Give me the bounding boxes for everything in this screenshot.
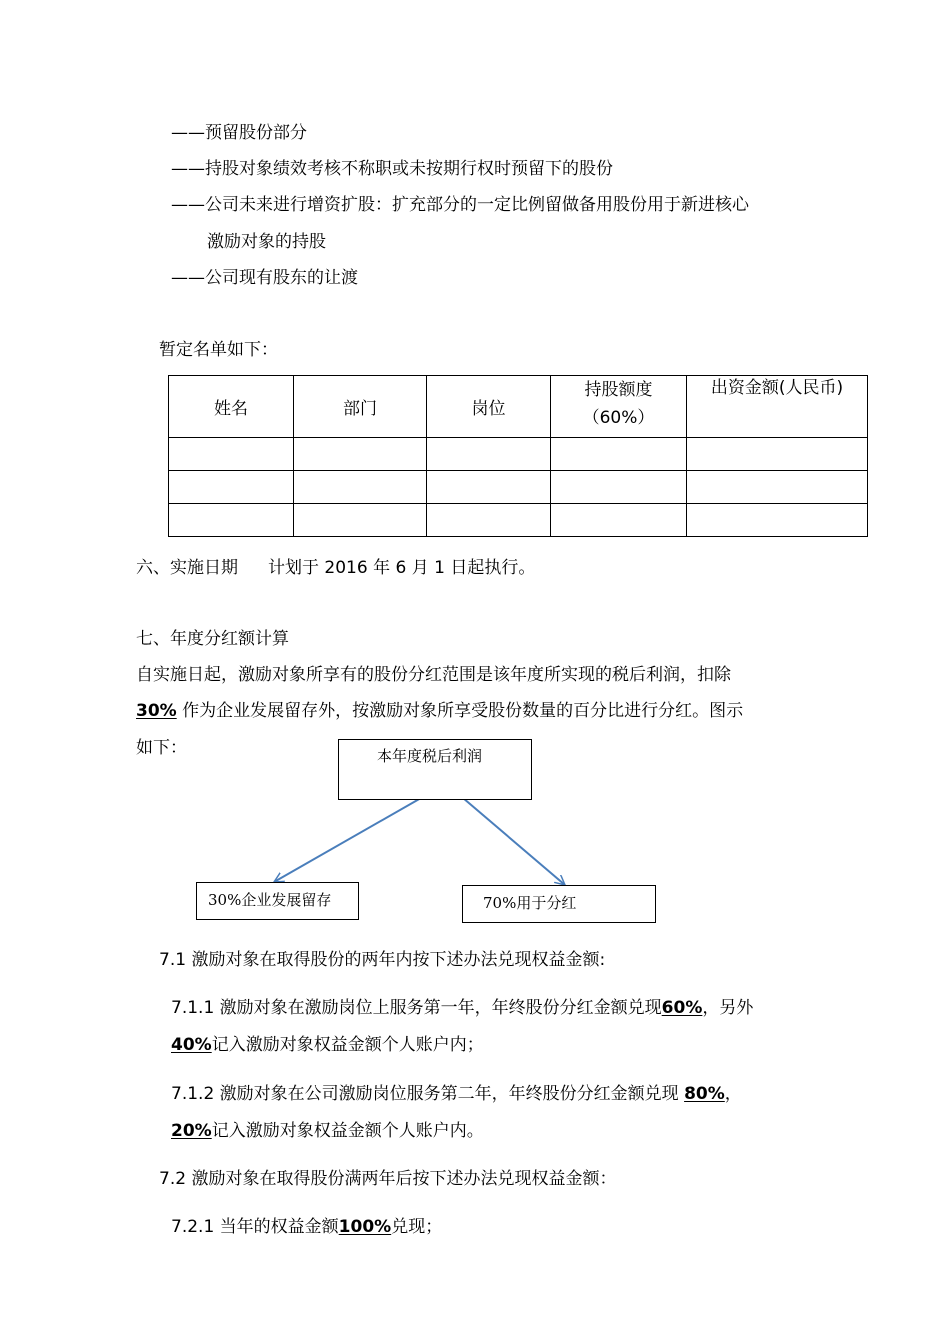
pct-80: 80% xyxy=(684,1084,725,1104)
section7-title: 七、年度分红额计算 xyxy=(136,629,289,649)
reserve-item-continued: 激励对象的持股 xyxy=(207,232,326,252)
s72-title: 7.2 激励对象在取得股份满两年后按下述办法兑现权益金额： xyxy=(159,1169,617,1189)
pct-30: 30% xyxy=(136,701,177,721)
header-share-line1: 持股额度 xyxy=(584,380,653,400)
header-share-line2: （60%） xyxy=(582,408,655,428)
s71-title: 7.1 激励对象在取得股份的两年内按下述办法兑现权益金额: xyxy=(159,950,606,970)
s711-line2 xyxy=(171,1034,484,1056)
diagram-profit-label: 本年度税后利润 xyxy=(377,747,483,765)
s712-line1 xyxy=(171,1083,742,1105)
header-post: 岗位 xyxy=(427,376,551,438)
pct-100: 100% xyxy=(338,1217,392,1237)
pct-60: 60% xyxy=(661,998,703,1018)
s712-line2 xyxy=(171,1120,484,1142)
header-amount: 出资金额(人民币) xyxy=(687,376,868,438)
reserve-item: ——预留股份部分 xyxy=(171,123,307,143)
section6-text: 计划于 2016 年 6 月 1 日起执行。 xyxy=(268,558,536,578)
reserve-item: ——持股对象绩效考核不称职或未按期行权时预留下的股份 xyxy=(171,159,613,179)
s712-text: 7.1.2 激励对象在公司激励岗位服务第二年，年终股份分红金额兑现 xyxy=(171,1084,679,1104)
pct-40: 40% xyxy=(171,1035,212,1055)
s721-post: 兑现； xyxy=(391,1217,443,1237)
diagram-box-retain xyxy=(196,882,359,920)
s721-text: 7.2.1 当年的权益金额 xyxy=(171,1217,339,1237)
s712-post: 记入激励对象权益金额个人账户内。 xyxy=(211,1121,484,1141)
reserve-item: ——公司未来进行增资扩股：扩充部分的一定比例留做备用股份用于新进核心 xyxy=(171,195,749,215)
diagram-box-dividend xyxy=(462,885,656,923)
s711-mid: ，另外 xyxy=(702,998,754,1018)
s711-post: 记入激励对象权益金额个人账户内； xyxy=(211,1035,484,1055)
arrow-to-dividend xyxy=(463,798,565,885)
diagram-dividend-label: 70%用于分红 xyxy=(483,894,577,912)
arrow-to-retain xyxy=(274,798,421,882)
diagram-box-profit xyxy=(338,739,532,800)
roster-intro: 暂定名单如下： xyxy=(159,340,278,360)
section7-line1: 自实施日起，激励对象所享有的股份分红范围是该年度所实现的税后利润，扣除 xyxy=(136,665,731,685)
header-dept: 部门 xyxy=(294,376,427,438)
header-name: 姓名 xyxy=(169,376,294,438)
diagram-retain-label: 30%企业发展留存 xyxy=(208,891,332,909)
reserve-item: ——公司现有股东的让渡 xyxy=(171,268,358,288)
s712-mid: ， xyxy=(724,1084,742,1104)
s721-line xyxy=(171,1216,442,1238)
section6-title: 六、实施日期 xyxy=(136,558,238,578)
pct-20: 20% xyxy=(171,1121,212,1141)
section7-line2-rest: 作为企业发展留存外，按激励对象所享受股份数量的百分比进行分红。图示 xyxy=(176,701,744,721)
section7-line3: 如下： xyxy=(136,738,187,758)
s711-line1 xyxy=(171,997,753,1019)
s711-text: 7.1.1 激励对象在激励岗位上服务第一年，年终股份分红金额兑现 xyxy=(171,998,662,1018)
